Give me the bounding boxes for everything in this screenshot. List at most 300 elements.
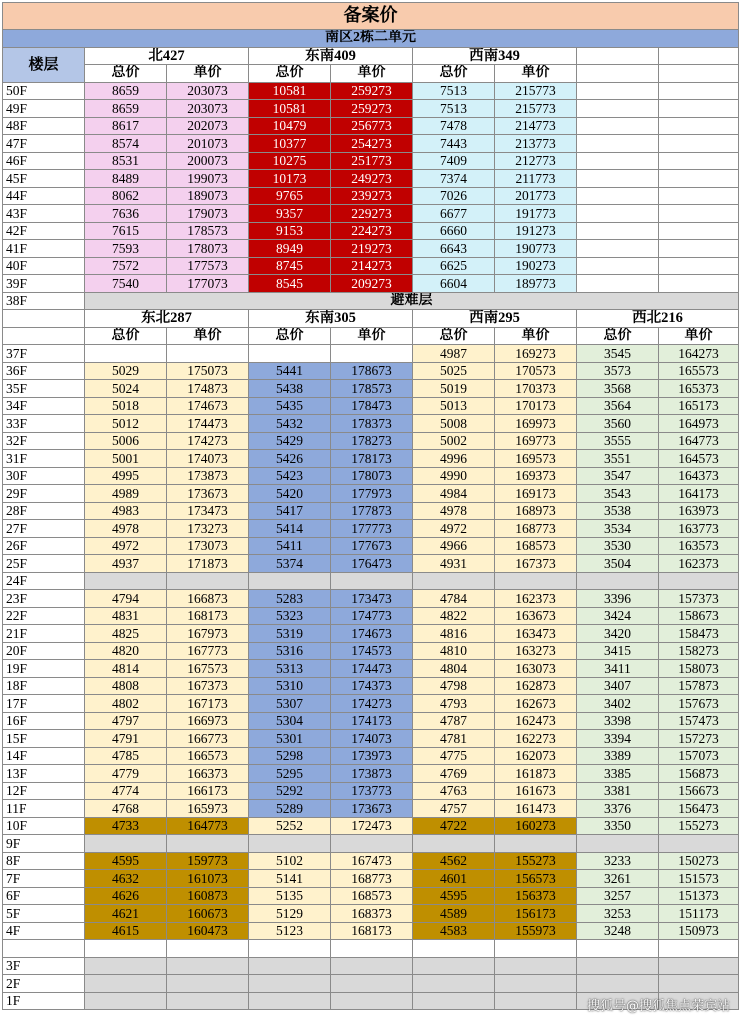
floor-label: 25F bbox=[3, 555, 85, 573]
empty-cell bbox=[659, 65, 739, 83]
table-row bbox=[3, 485, 739, 503]
total-price-cell: 3560 bbox=[577, 415, 659, 433]
empty-cell bbox=[577, 835, 659, 853]
total-price-cell: 8489 bbox=[85, 170, 167, 188]
total-price-cell: 8574 bbox=[85, 135, 167, 153]
total-price-cell: 3504 bbox=[577, 555, 659, 573]
unit-price-cell: 177773 bbox=[331, 520, 413, 538]
table-row bbox=[3, 450, 739, 468]
empty-cell bbox=[167, 957, 249, 975]
unit-price-cell: 173073 bbox=[167, 537, 249, 555]
floor-label: 19F bbox=[3, 660, 85, 678]
unit-price-cell: 176473 bbox=[331, 555, 413, 573]
unit-price-cell: 171873 bbox=[167, 555, 249, 573]
unit-price-cell: 178673 bbox=[331, 362, 413, 380]
total-price-cell: 4779 bbox=[85, 765, 167, 783]
empty-cell bbox=[331, 975, 413, 993]
unit-price-cell: 165973 bbox=[167, 800, 249, 818]
total-price-cell: 3350 bbox=[577, 817, 659, 835]
unit-price-cell: 178373 bbox=[331, 415, 413, 433]
total-price-cell: 3396 bbox=[577, 590, 659, 608]
unit-price-cell: 169373 bbox=[495, 467, 577, 485]
unit-price-cell: 170573 bbox=[495, 362, 577, 380]
total-price-cell: 10275 bbox=[249, 152, 331, 170]
unit-price-cell: 156373 bbox=[495, 887, 577, 905]
unit-price-cell: 162073 bbox=[495, 747, 577, 765]
unit-price-cell: 166873 bbox=[167, 590, 249, 608]
unit-price-cell: 162673 bbox=[495, 695, 577, 713]
unit-price-cell: 213773 bbox=[495, 135, 577, 153]
unit-price-header: 单价 bbox=[167, 65, 249, 83]
unit-price-cell: 166973 bbox=[167, 712, 249, 730]
total-price-cell: 4987 bbox=[413, 345, 495, 363]
empty-cell bbox=[659, 82, 739, 100]
total-price-cell: 4787 bbox=[413, 712, 495, 730]
unit-price-cell: 169773 bbox=[495, 432, 577, 450]
floor-label: 31F bbox=[3, 450, 85, 468]
unit-price-cell: 167473 bbox=[331, 852, 413, 870]
empty-cell bbox=[659, 187, 739, 205]
total-price-cell: 4816 bbox=[413, 625, 495, 643]
total-price-cell: 3424 bbox=[577, 607, 659, 625]
total-price-header: 总价 bbox=[85, 327, 167, 345]
total-price-cell: 3543 bbox=[577, 485, 659, 503]
empty-cell bbox=[659, 940, 739, 958]
empty-cell bbox=[167, 572, 249, 590]
unit-header: 西南295 bbox=[413, 310, 577, 328]
total-price-cell: 4808 bbox=[85, 677, 167, 695]
total-price-cell: 4989 bbox=[85, 485, 167, 503]
unit-price-cell: 158073 bbox=[659, 660, 739, 678]
unit-price-cell: 169973 bbox=[495, 415, 577, 433]
empty-cell bbox=[577, 572, 659, 590]
total-price-cell: 8659 bbox=[85, 100, 167, 118]
unit-price-cell bbox=[331, 345, 413, 363]
unit-price-cell: 191273 bbox=[495, 222, 577, 240]
table-row bbox=[3, 835, 739, 853]
table-row bbox=[3, 607, 739, 625]
unit-price-cell: 177973 bbox=[331, 485, 413, 503]
table-row bbox=[3, 695, 739, 713]
unit-price-cell: 174273 bbox=[331, 695, 413, 713]
unit-price-cell: 168773 bbox=[495, 520, 577, 538]
total-price-cell bbox=[85, 345, 167, 363]
empty-cell bbox=[659, 170, 739, 188]
floor-label: 34F bbox=[3, 397, 85, 415]
unit-price-cell: 151573 bbox=[659, 870, 739, 888]
total-price-cell: 3534 bbox=[577, 520, 659, 538]
table-row bbox=[3, 467, 739, 485]
total-price-cell: 8949 bbox=[249, 240, 331, 258]
total-price-cell: 8617 bbox=[85, 117, 167, 135]
total-price-cell: 3538 bbox=[577, 502, 659, 520]
unit-price-cell: 155273 bbox=[659, 817, 739, 835]
total-price-cell: 4831 bbox=[85, 607, 167, 625]
floor-label: 47F bbox=[3, 135, 85, 153]
unit-price-cell: 162273 bbox=[495, 730, 577, 748]
total-price-cell: 3385 bbox=[577, 765, 659, 783]
unit-price-cell: 173773 bbox=[331, 782, 413, 800]
table-row bbox=[3, 257, 739, 275]
unit-price-cell: 150273 bbox=[659, 852, 739, 870]
floor-label: 18F bbox=[3, 677, 85, 695]
unit-price-cell: 219273 bbox=[331, 240, 413, 258]
total-price-cell: 7540 bbox=[85, 275, 167, 293]
total-price-cell: 7513 bbox=[413, 82, 495, 100]
unit-price-cell: 158473 bbox=[659, 625, 739, 643]
floor-label: 12F bbox=[3, 782, 85, 800]
floor-label: 5F bbox=[3, 905, 85, 923]
total-price-cell: 3564 bbox=[577, 397, 659, 415]
unit-price-cell: 178573 bbox=[167, 222, 249, 240]
unit-price-cell: 177873 bbox=[331, 502, 413, 520]
unit-price-cell: 215773 bbox=[495, 82, 577, 100]
floor-label: 40F bbox=[3, 257, 85, 275]
total-price-cell: 4822 bbox=[413, 607, 495, 625]
total-price-cell: 4966 bbox=[413, 537, 495, 555]
unit-price-cell: 174273 bbox=[167, 432, 249, 450]
total-price-cell: 9357 bbox=[249, 205, 331, 223]
empty-cell bbox=[249, 992, 331, 1010]
unit-price-cell: 160273 bbox=[495, 817, 577, 835]
empty-cell bbox=[577, 240, 659, 258]
total-price-cell: 6625 bbox=[413, 257, 495, 275]
total-price-cell: 5013 bbox=[413, 397, 495, 415]
empty-cell bbox=[3, 327, 85, 345]
unit-price-cell: 229273 bbox=[331, 205, 413, 223]
empty-cell bbox=[331, 992, 413, 1010]
total-price-cell: 5441 bbox=[249, 362, 331, 380]
empty-cell bbox=[577, 205, 659, 223]
unit-price-cell: 163473 bbox=[495, 625, 577, 643]
total-price-cell: 5295 bbox=[249, 765, 331, 783]
floor-label: 30F bbox=[3, 467, 85, 485]
total-price-cell: 7636 bbox=[85, 205, 167, 223]
unit-price-cell: 214273 bbox=[331, 257, 413, 275]
total-price-cell: 5001 bbox=[85, 450, 167, 468]
floor-label: 22F bbox=[3, 607, 85, 625]
empty-cell bbox=[85, 992, 167, 1010]
unit-price-cell: 169273 bbox=[495, 345, 577, 363]
total-price-cell: 4785 bbox=[85, 747, 167, 765]
empty-cell bbox=[85, 940, 167, 958]
total-price-cell: 4615 bbox=[85, 922, 167, 940]
total-price-cell: 7513 bbox=[413, 100, 495, 118]
total-price-cell: 7593 bbox=[85, 240, 167, 258]
unit-price-cell: 165373 bbox=[659, 380, 739, 398]
total-price-cell: 10173 bbox=[249, 170, 331, 188]
unit-price-cell: 259273 bbox=[331, 100, 413, 118]
unit-price-cell: 166373 bbox=[167, 765, 249, 783]
unit-price-header: 单价 bbox=[659, 327, 739, 345]
unit-price-cell: 203073 bbox=[167, 100, 249, 118]
unit-price-cell: 212773 bbox=[495, 152, 577, 170]
floor-label: 10F bbox=[3, 817, 85, 835]
unit-price-cell: 164373 bbox=[659, 467, 739, 485]
total-price-cell: 4583 bbox=[413, 922, 495, 940]
floor-label: 27F bbox=[3, 520, 85, 538]
unit-price-cell: 168973 bbox=[495, 502, 577, 520]
table-row bbox=[3, 502, 739, 520]
unit-price-cell: 164973 bbox=[659, 415, 739, 433]
total-price-cell: 4781 bbox=[413, 730, 495, 748]
floor-label: 48F bbox=[3, 117, 85, 135]
total-price-cell: 4589 bbox=[413, 905, 495, 923]
floor-label: 4F bbox=[3, 922, 85, 940]
total-price-cell: 6604 bbox=[413, 275, 495, 293]
floor-label: 37F bbox=[3, 345, 85, 363]
total-price-cell: 7443 bbox=[413, 135, 495, 153]
total-price-cell: 6677 bbox=[413, 205, 495, 223]
unit-header: 东北287 bbox=[85, 310, 249, 328]
total-price-cell: 5029 bbox=[85, 362, 167, 380]
unit-price-cell: 156473 bbox=[659, 800, 739, 818]
total-price-cell: 5252 bbox=[249, 817, 331, 835]
unit-price-cell: 202073 bbox=[167, 117, 249, 135]
total-price-header: 总价 bbox=[249, 65, 331, 83]
empty-cell bbox=[659, 957, 739, 975]
unit-price-header: 单价 bbox=[331, 327, 413, 345]
total-price-cell: 5301 bbox=[249, 730, 331, 748]
unit-price-cell: 165573 bbox=[659, 362, 739, 380]
unit-price-cell: 167973 bbox=[167, 625, 249, 643]
unit-price-cell: 174773 bbox=[331, 607, 413, 625]
unit-price-cell: 160873 bbox=[167, 887, 249, 905]
table-row bbox=[3, 730, 739, 748]
unit-price-cell: 173473 bbox=[331, 590, 413, 608]
total-price-cell: 3394 bbox=[577, 730, 659, 748]
table-row bbox=[3, 642, 739, 660]
total-price-cell: 4804 bbox=[413, 660, 495, 678]
unit-price-cell: 174473 bbox=[167, 415, 249, 433]
table-row bbox=[3, 275, 739, 293]
unit-price-cell: 169173 bbox=[495, 485, 577, 503]
total-price-cell: 3555 bbox=[577, 432, 659, 450]
total-price-cell: 4768 bbox=[85, 800, 167, 818]
total-price-cell: 5018 bbox=[85, 397, 167, 415]
table-row bbox=[3, 572, 739, 590]
unit-price-cell: 157673 bbox=[659, 695, 739, 713]
unit-price-cell: 160473 bbox=[167, 922, 249, 940]
unit-price-cell: 167573 bbox=[167, 660, 249, 678]
total-price-cell: 5429 bbox=[249, 432, 331, 450]
unit-price-cell: 167373 bbox=[495, 555, 577, 573]
unit-price-cell: 175073 bbox=[167, 362, 249, 380]
total-price-cell: 3545 bbox=[577, 345, 659, 363]
empty-cell bbox=[249, 957, 331, 975]
table-row bbox=[3, 940, 739, 958]
unit-price-cell: 259273 bbox=[331, 82, 413, 100]
total-price-cell: 4810 bbox=[413, 642, 495, 660]
floor-label: 21F bbox=[3, 625, 85, 643]
unit-price-cell: 174073 bbox=[167, 450, 249, 468]
floor-label: 15F bbox=[3, 730, 85, 748]
unit-price-cell: 162473 bbox=[495, 712, 577, 730]
total-price-header: 总价 bbox=[413, 327, 495, 345]
total-price-cell: 5135 bbox=[249, 887, 331, 905]
total-price-cell: 5414 bbox=[249, 520, 331, 538]
unit-price-cell: 174473 bbox=[331, 660, 413, 678]
floor-label: 6F bbox=[3, 887, 85, 905]
unit-price-cell: 173673 bbox=[331, 800, 413, 818]
table-row bbox=[3, 82, 739, 100]
empty-cell bbox=[331, 957, 413, 975]
unit-price-cell: 239273 bbox=[331, 187, 413, 205]
table-row bbox=[3, 870, 739, 888]
unit-price-cell: 173873 bbox=[331, 765, 413, 783]
unit-price-cell: 161073 bbox=[167, 870, 249, 888]
table-row bbox=[3, 625, 739, 643]
unit-price-cell: 156873 bbox=[659, 765, 739, 783]
total-price-cell: 7615 bbox=[85, 222, 167, 240]
unit-price-header: 单价 bbox=[167, 327, 249, 345]
total-price-cell: 5008 bbox=[413, 415, 495, 433]
total-price-cell: 3415 bbox=[577, 642, 659, 660]
total-price-cell: 4814 bbox=[85, 660, 167, 678]
floor-label: 7F bbox=[3, 870, 85, 888]
floor-label: 26F bbox=[3, 537, 85, 555]
total-price-cell: 4983 bbox=[85, 502, 167, 520]
total-price-cell: 3547 bbox=[577, 467, 659, 485]
unit-price-cell: 169573 bbox=[495, 450, 577, 468]
page-title: 备案价 bbox=[3, 3, 739, 30]
total-price-cell: 8745 bbox=[249, 257, 331, 275]
floor-label: 20F bbox=[3, 642, 85, 660]
total-price-cell: 5283 bbox=[249, 590, 331, 608]
unit-price-cell: 162873 bbox=[495, 677, 577, 695]
total-price-cell: 10479 bbox=[249, 117, 331, 135]
empty-cell bbox=[659, 117, 739, 135]
total-price-cell: 4972 bbox=[413, 520, 495, 538]
total-price-cell: 7374 bbox=[413, 170, 495, 188]
unit-price-cell: 158673 bbox=[659, 607, 739, 625]
table-row bbox=[3, 800, 739, 818]
table-row bbox=[3, 922, 739, 940]
unit-price-cell: 167373 bbox=[167, 677, 249, 695]
total-price-header: 总价 bbox=[249, 327, 331, 345]
unit-price-cell: 151373 bbox=[659, 887, 739, 905]
unit-price-cell: 156673 bbox=[659, 782, 739, 800]
table-row bbox=[3, 222, 739, 240]
total-price-cell: 4984 bbox=[413, 485, 495, 503]
floor-label: 43F bbox=[3, 205, 85, 223]
unit-price-cell: 161873 bbox=[495, 765, 577, 783]
unit-price-cell: 178573 bbox=[331, 380, 413, 398]
empty-cell bbox=[659, 152, 739, 170]
table-row bbox=[3, 747, 739, 765]
total-price-cell: 9153 bbox=[249, 222, 331, 240]
table-row bbox=[3, 590, 739, 608]
total-price-cell: 5006 bbox=[85, 432, 167, 450]
table-row bbox=[3, 327, 739, 345]
empty-cell bbox=[413, 572, 495, 590]
unit-price-cell: 256773 bbox=[331, 117, 413, 135]
total-price-cell: 10581 bbox=[249, 100, 331, 118]
floor-label: 35F bbox=[3, 380, 85, 398]
unit-price-cell: 162373 bbox=[659, 555, 739, 573]
empty-cell bbox=[659, 275, 739, 293]
table-row bbox=[3, 537, 739, 555]
floor-label: 42F bbox=[3, 222, 85, 240]
total-price-cell: 4791 bbox=[85, 730, 167, 748]
total-price-cell: 4793 bbox=[413, 695, 495, 713]
unit-price-cell: 174173 bbox=[331, 712, 413, 730]
table-row bbox=[3, 765, 739, 783]
floor-label: 13F bbox=[3, 765, 85, 783]
empty-cell bbox=[331, 572, 413, 590]
floor-label: 28F bbox=[3, 502, 85, 520]
unit-price-cell: 190773 bbox=[495, 240, 577, 258]
table-row bbox=[3, 782, 739, 800]
empty-cell bbox=[495, 572, 577, 590]
floor-label: 44F bbox=[3, 187, 85, 205]
unit-price-cell: 189073 bbox=[167, 187, 249, 205]
empty-cell bbox=[495, 957, 577, 975]
unit-price-cell: 209273 bbox=[331, 275, 413, 293]
total-price-cell: 6643 bbox=[413, 240, 495, 258]
total-price-cell: 8062 bbox=[85, 187, 167, 205]
unit-price-cell: 174673 bbox=[167, 397, 249, 415]
total-price-cell: 5420 bbox=[249, 485, 331, 503]
total-price-header: 总价 bbox=[577, 327, 659, 345]
table-row bbox=[3, 975, 739, 993]
empty-cell bbox=[249, 975, 331, 993]
table-row bbox=[3, 660, 739, 678]
total-price-cell: 8531 bbox=[85, 152, 167, 170]
empty-cell bbox=[577, 222, 659, 240]
unit-price-cell: 224273 bbox=[331, 222, 413, 240]
total-price-cell: 4775 bbox=[413, 747, 495, 765]
total-price-cell: 5012 bbox=[85, 415, 167, 433]
floor-label: 38F bbox=[3, 292, 85, 310]
total-price-cell: 4757 bbox=[413, 800, 495, 818]
total-price-cell: 5417 bbox=[249, 502, 331, 520]
empty-cell bbox=[577, 117, 659, 135]
empty-cell bbox=[659, 222, 739, 240]
empty-cell bbox=[495, 975, 577, 993]
table-row bbox=[3, 117, 739, 135]
floor-label: 14F bbox=[3, 747, 85, 765]
table-row bbox=[3, 135, 739, 153]
table-row bbox=[3, 205, 739, 223]
empty-cell bbox=[659, 100, 739, 118]
unit-price-cell: 167173 bbox=[167, 695, 249, 713]
empty-cell bbox=[659, 240, 739, 258]
total-price-cell: 10377 bbox=[249, 135, 331, 153]
empty-cell bbox=[577, 275, 659, 293]
empty-cell bbox=[85, 572, 167, 590]
total-price-cell: 5002 bbox=[413, 432, 495, 450]
total-price-cell: 5411 bbox=[249, 537, 331, 555]
empty-cell bbox=[249, 940, 331, 958]
empty-cell bbox=[659, 257, 739, 275]
unit-price-cell: 168373 bbox=[331, 905, 413, 923]
floor-label: 11F bbox=[3, 800, 85, 818]
unit-price-cell: 211773 bbox=[495, 170, 577, 188]
total-price-cell: 4937 bbox=[85, 555, 167, 573]
total-price-header: 总价 bbox=[85, 65, 167, 83]
total-price-cell: 5304 bbox=[249, 712, 331, 730]
unit-price-cell: 201073 bbox=[167, 135, 249, 153]
unit-price-cell: 166573 bbox=[167, 747, 249, 765]
unit-price-cell: 163673 bbox=[495, 607, 577, 625]
unit-price-cell: 190273 bbox=[495, 257, 577, 275]
unit-header: 西北216 bbox=[577, 310, 739, 328]
unit-price-cell: 174873 bbox=[167, 380, 249, 398]
total-price-cell: 5019 bbox=[413, 380, 495, 398]
unit-header: 东南305 bbox=[249, 310, 413, 328]
floor-label: 2F bbox=[3, 975, 85, 993]
